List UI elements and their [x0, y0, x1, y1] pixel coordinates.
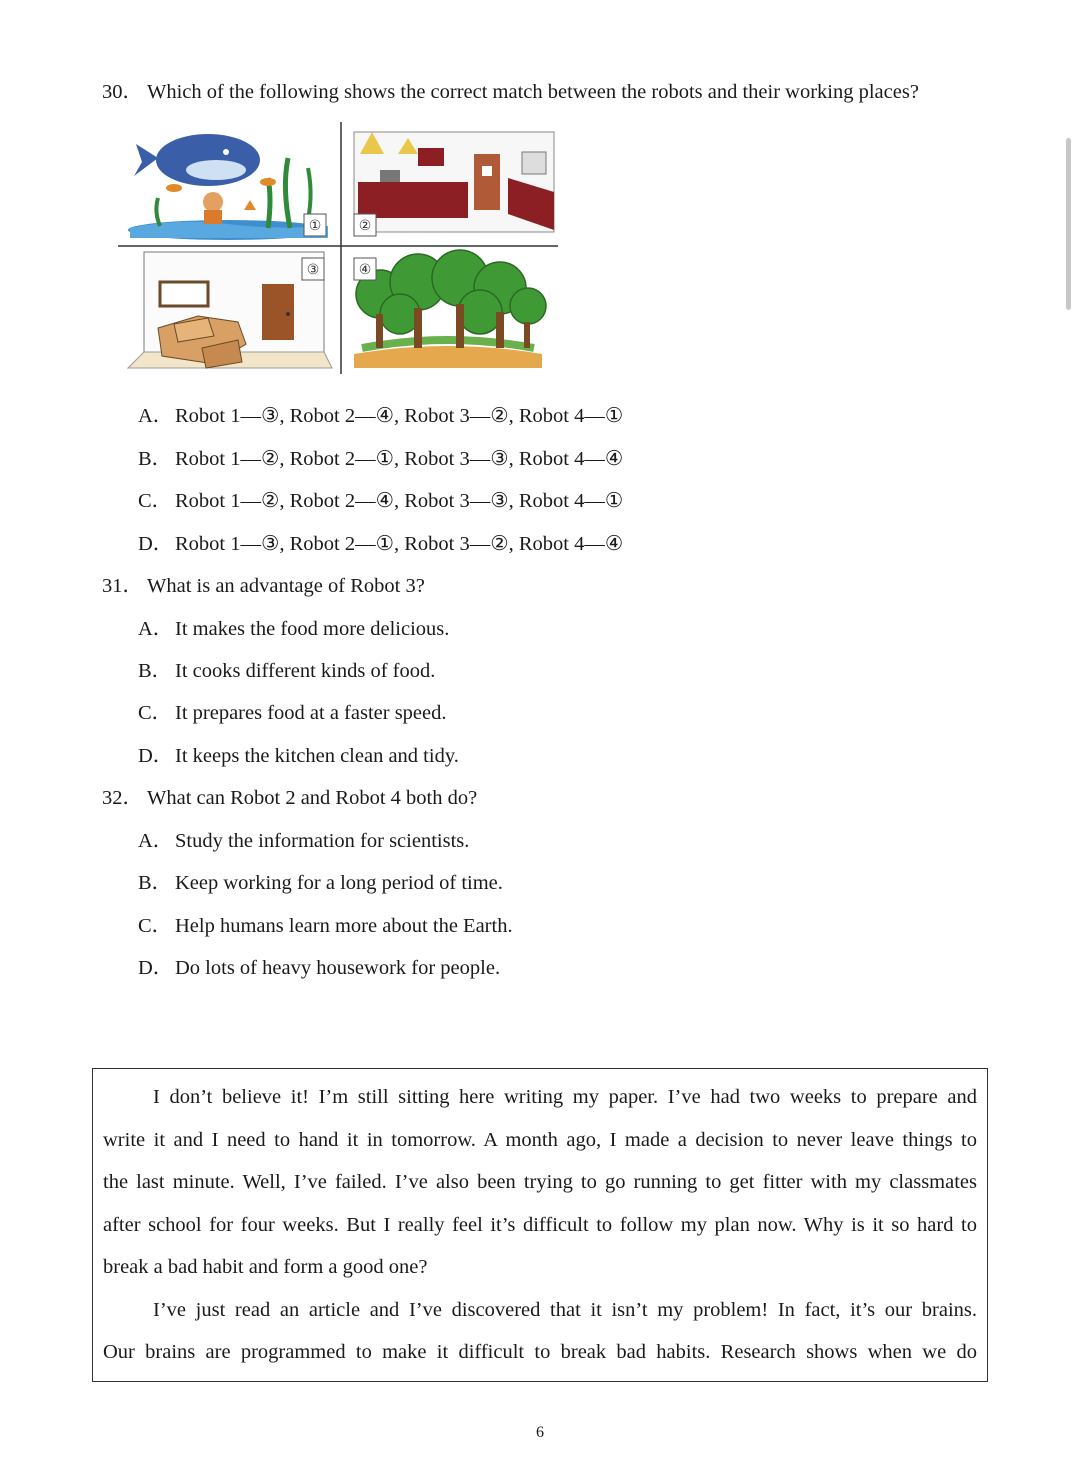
option-letter: D．: [138, 533, 174, 555]
option-text: It cooks different kinds of food.: [175, 660, 436, 682]
label-3-box: [302, 258, 324, 280]
label-2: ②: [358, 218, 372, 234]
passage-line: write it and I need to hand it in tomorrow. A month ago, I made a decision to never leave things to: [103, 1129, 977, 1151]
scrollbar-thumb[interactable]: [1066, 138, 1071, 310]
question-text: What can Robot 2 and Robot 4 both do?: [147, 787, 478, 809]
option-text: Robot 1—③, Robot 2—①, Robot 3—②, Robot 4—④: [175, 533, 624, 555]
question-32-option-c[interactable]: [138, 908, 513, 938]
passage-line: Our brains are programmed to make it difficult to break bad habits. Research shows when we do: [103, 1341, 977, 1363]
option-text: Robot 1—②, Robot 2—④, Robot 3—③, Robot 4—①: [175, 490, 624, 512]
question-number: 31．: [102, 575, 143, 597]
option-letter: B．: [138, 448, 173, 470]
passage-line: break a bad habit and form a good one?: [103, 1256, 428, 1278]
option-letter: A．: [138, 830, 174, 852]
option-text: It prepares food at a faster speed.: [175, 702, 447, 724]
question-text: What is an advantage of Robot 3?: [147, 575, 425, 597]
passage-line: I don’t believe it! I’m still sitting here writing my paper. I’ve had two weeks to prepare and: [153, 1086, 977, 1108]
question-31-option-d[interactable]: [138, 738, 459, 768]
option-letter: B．: [138, 660, 173, 682]
passage-line: I’ve just read an article and I’ve discovered that it isn’t my problem! In fact, it’s our brains.: [153, 1299, 977, 1321]
label-1-box: [304, 214, 326, 236]
option-letter: A．: [138, 618, 174, 640]
option-letter: B．: [138, 872, 173, 894]
robot-places-figure: [118, 118, 560, 376]
option-text: It makes the food more delicious.: [175, 618, 450, 640]
ocean-scene: [128, 134, 328, 240]
question-31-option-c[interactable]: [138, 695, 447, 725]
option-letter: D．: [138, 957, 174, 979]
reading-passage-box: [92, 1068, 988, 1382]
question-31-option-b[interactable]: [138, 653, 435, 683]
question-30: [102, 74, 919, 104]
question-32-option-d[interactable]: [138, 950, 500, 980]
kitchen-scene: [354, 132, 554, 232]
question-32-option-a[interactable]: [138, 823, 469, 853]
option-letter: C．: [138, 490, 173, 512]
storeroom-scene: [128, 252, 332, 368]
option-text: Keep working for a long period of time.: [175, 872, 503, 894]
passage-line: the last minute. Well, I’ve failed. I’ve also been trying to go running to get fitter with my classmates: [103, 1171, 977, 1193]
question-30-option-d[interactable]: [138, 526, 623, 556]
option-letter: D．: [138, 745, 174, 767]
option-letter: C．: [138, 915, 173, 937]
label-2-box: [354, 214, 376, 236]
page-number: 6: [536, 1424, 544, 1441]
forest-scene: [354, 250, 546, 368]
label-4-box: [354, 258, 376, 280]
option-text: Robot 1—③, Robot 2—④, Robot 3—②, Robot 4—①: [175, 405, 624, 427]
label-4: ④: [358, 262, 372, 278]
option-text: Robot 1—②, Robot 2—①, Robot 3—③, Robot 4—④: [175, 448, 624, 470]
label-1: ①: [308, 218, 322, 234]
question-32-option-b[interactable]: [138, 865, 503, 895]
question-30-option-b[interactable]: [138, 441, 623, 471]
question-31: [102, 568, 425, 598]
option-letter: C．: [138, 702, 173, 724]
question-32: [102, 780, 477, 810]
passage-line: after school for four weeks. But I really feel it’s difficult to follow my plan now. Why is it so hard to: [103, 1214, 977, 1236]
question-31-option-a[interactable]: [138, 611, 449, 641]
question-30-option-c[interactable]: [138, 483, 623, 513]
question-number: 32．: [102, 787, 143, 809]
option-letter: A．: [138, 405, 174, 427]
question-text: Which of the following shows the correct match between the robots and their working places?: [147, 81, 919, 103]
option-text: Do lots of heavy housework for people.: [175, 957, 501, 979]
question-30-option-a[interactable]: [138, 398, 623, 428]
option-text: Study the information for scientists.: [175, 830, 470, 852]
option-text: It keeps the kitchen clean and tidy.: [175, 745, 459, 767]
question-number: 30．: [102, 81, 143, 103]
label-3: ③: [306, 262, 320, 278]
option-text: Help humans learn more about the Earth.: [175, 915, 513, 937]
